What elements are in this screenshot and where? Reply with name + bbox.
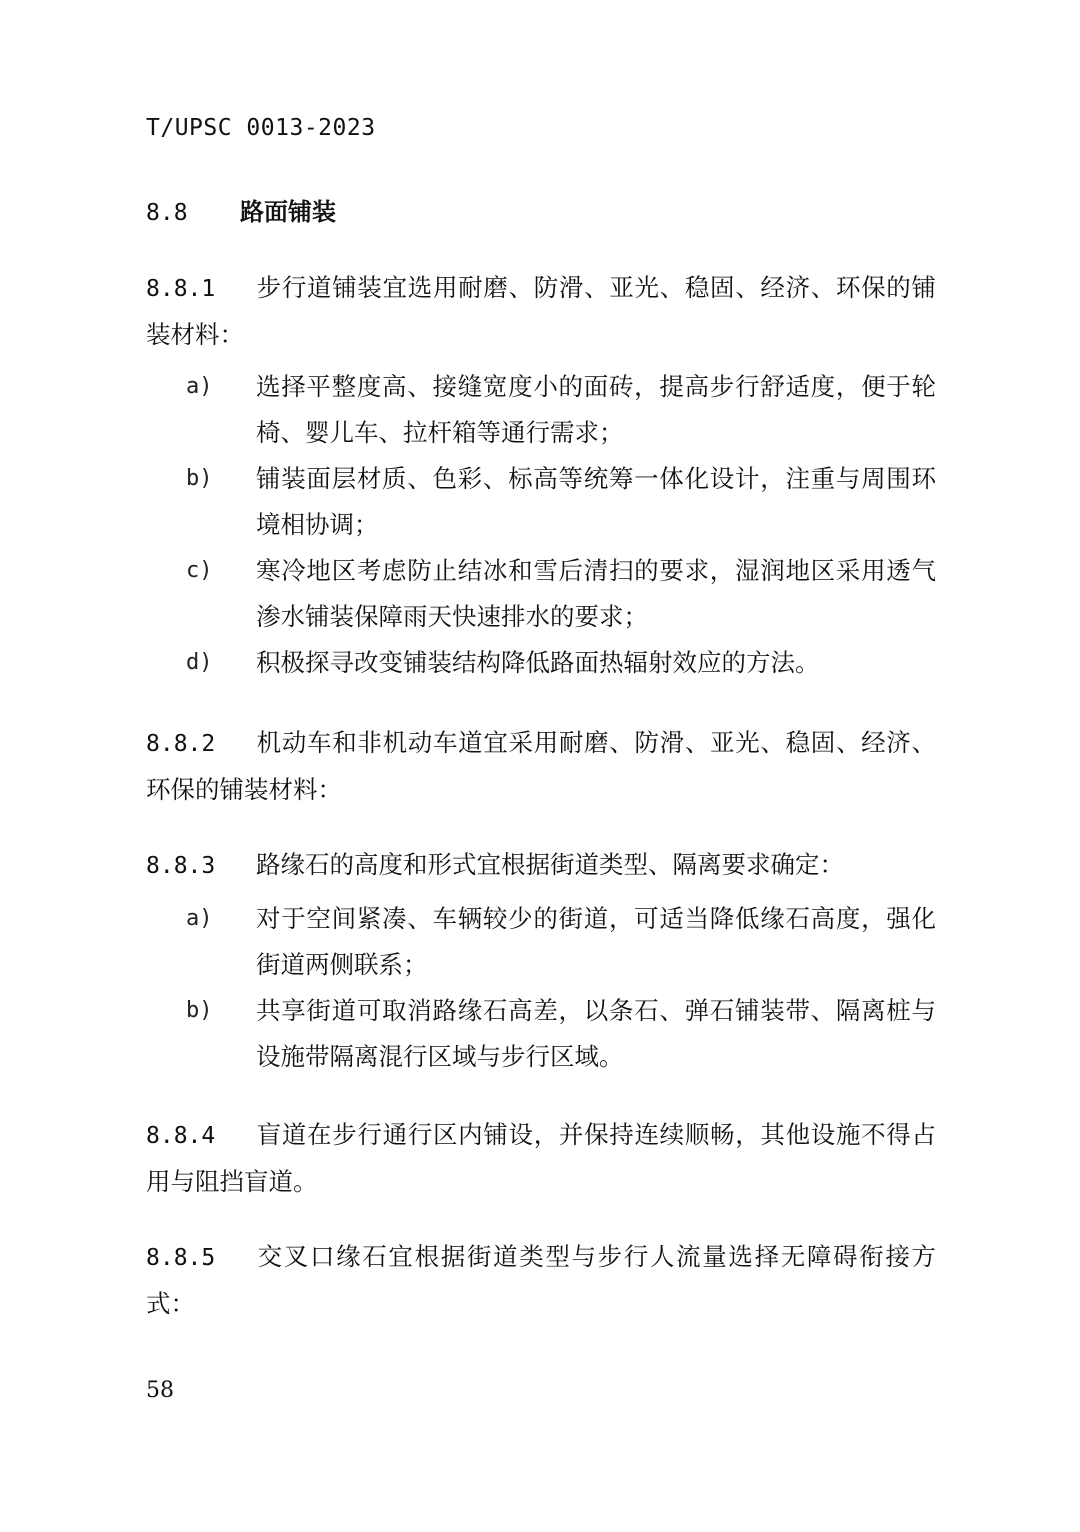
clause-8-8-3 — [146, 842, 936, 889]
list-item — [186, 640, 936, 686]
clause-8-8-2 — [146, 720, 936, 813]
item-marker: d) — [186, 650, 213, 675]
item-marker: a) — [186, 906, 213, 931]
clause-text: 交叉口缘石宜根据街道类型与步行人流量选择无障碍衔接方式： — [146, 1242, 936, 1318]
list-item — [186, 896, 936, 988]
clause-number: 8.8.5 — [146, 1245, 216, 1271]
clause-number: 8.8.1 — [146, 276, 216, 302]
section-heading — [146, 192, 336, 233]
item-text: 寒冷地区考虑防止结冰和雪后清扫的要求，湿润地区采用透气渗水铺装保障雨天快速排水的要求； — [256, 556, 936, 631]
document-code: T/UPSC 0013-2023 — [146, 115, 376, 141]
item-text: 选择平整度高、接缝宽度小的面砖，提高步行舒适度，便于轮椅、婴儿车、拉杆箱等通行需求； — [256, 372, 936, 447]
clause-8-8-5 — [146, 1234, 936, 1327]
clause-number: 8.8.4 — [146, 1123, 216, 1149]
item-text: 铺装面层材质、色彩、标高等统筹一体化设计，注重与周围环境相协调； — [256, 464, 936, 539]
clause-text: 步行道铺装宜选用耐磨、防滑、亚光、稳固、经济、环保的铺装材料： — [146, 273, 936, 349]
clause-number: 8.8.2 — [146, 731, 216, 757]
item-text: 共享街道可取消路缘石高差，以条石、弹石铺装带、隔离桩与设施带隔离混行区域与步行区域。 — [256, 996, 936, 1071]
clause-8-8-4 — [146, 1112, 936, 1205]
clause-text: 机动车和非机动车道宜采用耐磨、防滑、亚光、稳固、经济、环保的铺装材料： — [146, 728, 936, 804]
list-item — [186, 364, 936, 456]
list-item — [186, 548, 936, 640]
item-text: 对于空间紧凑、车辆较少的街道，可适当降低缘石高度，强化街道两侧联系； — [256, 904, 936, 979]
clause-8-8-1-items — [186, 364, 936, 686]
list-item — [186, 988, 936, 1080]
clause-8-8-1 — [146, 265, 936, 358]
item-marker: b) — [186, 466, 213, 491]
clause-number: 8.8.3 — [146, 853, 216, 879]
page-number: 58 — [146, 1378, 174, 1403]
section-title: 路面铺装 — [240, 198, 336, 226]
item-marker: b) — [186, 998, 213, 1023]
clause-text: 盲道在步行通行区内铺设，并保持连续顺畅，其他设施不得占用与阻挡盲道。 — [146, 1120, 936, 1196]
item-marker: a) — [186, 374, 213, 399]
list-item — [186, 456, 936, 548]
clause-text: 路缘石的高度和形式宜根据街道类型、隔离要求确定： — [256, 850, 844, 879]
item-marker: c) — [186, 558, 213, 583]
item-text: 积极探寻改变铺装结构降低路面热辐射效应的方法。 — [256, 648, 820, 677]
section-number: 8.8 — [146, 200, 188, 226]
clause-8-8-3-items — [186, 896, 936, 1080]
